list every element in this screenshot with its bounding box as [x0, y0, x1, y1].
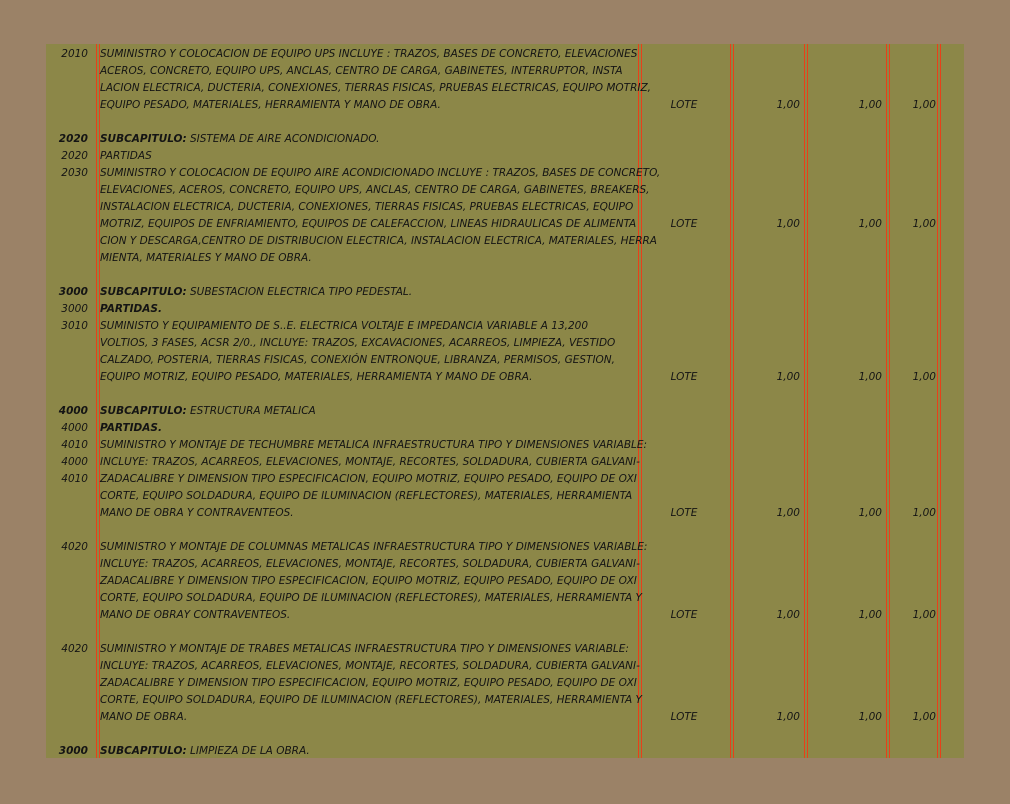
unit-cell: LOTE	[670, 609, 698, 621]
subcapitulo-label: SUBCAPITULO:	[100, 745, 187, 757]
item-code: 2010	[61, 48, 88, 60]
item-code: 2030	[61, 167, 88, 179]
subcapitulo-label: SUBCAPITULO:	[100, 405, 187, 417]
subcapitulo-title: SUBESTACION ELECTRICA TIPO PEDESTAL.	[186, 286, 413, 298]
item-description-line: INCLUYE: TRAZOS, ACARREOS, ELEVACIONES, MONTAJE, RECORTES, SOLDADURA, CUBIERTA GALVANI-	[100, 456, 640, 468]
subcapitulo-title: ESTRUCTURA METALICA	[186, 405, 316, 417]
item-description-line: LACION ELECTRICA, DUCTERIA, CONEXIONES, TIERRAS FISICAS, PRUEBAS ELECTRICAS, EQUIPO MOTRIZ,	[100, 82, 652, 94]
item-code: 4010	[61, 473, 88, 485]
item-description-line: ELEVACIONES, ACEROS, CONCRETO, EQUIPO UPS, ANCLAS, CENTRO DE CARGA, GABINETES, BREAKERS,	[100, 184, 650, 196]
item-code: 4000	[61, 422, 88, 434]
item-description-line: MANO DE OBRAY CONTRAVENTEOS.	[100, 609, 291, 621]
item-description-line: SUMINISTO Y EQUIPAMIENTO DE S..E. ELECTRICA VOLTAJE E IMPEDANCIA VARIABLE A 13,200	[100, 320, 589, 332]
item-description-line: INCLUYE: TRAZOS, ACARREOS, ELEVACIONES, MONTAJE, RECORTES, SOLDADURA, CUBIERTA GALVANI-	[100, 660, 640, 672]
item-code: 4010	[61, 439, 88, 451]
item-description-line: MANO DE OBRA Y CONTRAVENTEOS.	[100, 507, 294, 519]
item-code: 4020	[61, 541, 88, 553]
subcapitulo-label: SUBCAPITULO:	[100, 286, 187, 298]
unit-cell: LOTE	[670, 507, 698, 519]
quantity-cell: 1,00	[776, 507, 800, 519]
item-description-line: CION Y DESCARGA,CENTRO DE DISTRIBUCION ELECTRICA, INSTALACION ELECTRICA, MATERIALES, HERRA	[100, 235, 657, 247]
item-description-line: MIENTA, MATERIALES Y MANO DE OBRA.	[100, 252, 312, 264]
item-description-line: ZADACALIBRE Y DIMENSION TIPO ESPECIFICACION, EQUIPO MOTRIZ, EQUIPO PESADO, EQUIPO DE OXI	[100, 677, 637, 689]
unit-cell: LOTE	[670, 711, 698, 723]
item-code: 3000	[58, 745, 88, 757]
quantity-cell: 1,00	[858, 371, 882, 383]
unit-cell: LOTE	[670, 99, 698, 111]
item-description-line: MANO DE OBRA.	[100, 711, 188, 723]
quantity-cell: 1,00	[858, 507, 882, 519]
quantity-cell: 1,00	[858, 609, 882, 621]
item-description-line: EQUIPO PESADO, MATERIALES, HERRAMIENTA Y MANO DE OBRA.	[100, 99, 441, 111]
item-description-line: PARTIDAS	[100, 150, 152, 162]
quantity-cell: 1,00	[776, 371, 800, 383]
item-code: 3010	[61, 320, 88, 332]
quantity-cell: 1,00	[912, 371, 936, 383]
column-divider	[730, 44, 734, 758]
item-description-line: VOLTIOS, 3 FASES, ACSR 2/0., INCLUYE: TRAZOS, EXCAVACIONES, ACARREOS, LIMPIEZA, VESTIDO	[100, 337, 616, 349]
subcapitulo-title: SISTEMA DE AIRE ACONDICIONADO.	[186, 133, 380, 145]
spreadsheet-sheet	[46, 44, 964, 758]
quantity-cell: 1,00	[912, 99, 936, 111]
unit-cell: LOTE	[670, 218, 698, 230]
column-divider	[804, 44, 808, 758]
item-description-line: ACEROS, CONCRETO, EQUIPO UPS, ANCLAS, CENTRO DE CARGA, GABINETES, INTERRUPTOR, INSTA	[100, 65, 623, 77]
item-description-line: CALZADO, POSTERIA, TIERRAS FISICAS, CONEXIÓN ENTRONQUE, LIBRANZA, PERMISOS, GESTION,	[100, 354, 615, 366]
quantity-cell: 1,00	[776, 711, 800, 723]
item-code: 2020	[61, 150, 88, 162]
item-description-line	[100, 284, 412, 301]
column-divider	[937, 44, 941, 758]
quantity-cell: 1,00	[912, 507, 936, 519]
quantity-cell: 1,00	[776, 218, 800, 230]
item-description-line: ZADACALIBRE Y DIMENSION TIPO ESPECIFICACION, EQUIPO MOTRIZ, EQUIPO PESADO, EQUIPO DE OXI	[100, 575, 637, 587]
item-code: 4020	[61, 643, 88, 655]
item-description-line: SUMINISTRO Y COLOCACION DE EQUIPO AIRE ACONDICIONADO INCLUYE : TRAZOS, BASES DE CONCRETO,	[100, 167, 661, 179]
item-description-line	[100, 743, 310, 758]
item-code: 3000	[61, 303, 88, 315]
quantity-cell: 1,00	[912, 218, 936, 230]
item-description-line: CORTE, EQUIPO SOLDADURA, EQUIPO DE ILUMINACION (REFLECTORES), MATERIALES, HERRAMIENTA Y	[100, 592, 642, 604]
item-description-line: INCLUYE: TRAZOS, ACARREOS, ELEVACIONES, MONTAJE, RECORTES, SOLDADURA, CUBIERTA GALVANI-	[100, 558, 640, 570]
item-description-line: SUMINISTRO Y COLOCACION DE EQUIPO UPS INCLUYE : TRAZOS, BASES DE CONCRETO, ELEVACIONES	[100, 48, 638, 60]
item-description-line	[100, 131, 379, 148]
quantity-cell: 1,00	[858, 711, 882, 723]
unit-cell: LOTE	[670, 371, 698, 383]
item-code: 3000	[58, 286, 88, 298]
subcapitulo-title: LIMPIEZA DE LA OBRA.	[186, 745, 310, 757]
item-description-line: INSTALACION ELECTRICA, DUCTERIA, CONEXIONES, TIERRAS FISICAS, PRUEBAS ELECTRICAS, EQUIPO	[100, 201, 634, 213]
quantity-cell: 1,00	[912, 711, 936, 723]
item-description-line	[100, 403, 316, 420]
quantity-cell: 1,00	[858, 99, 882, 111]
quantity-cell: 1,00	[858, 218, 882, 230]
subcapitulo-label: SUBCAPITULO:	[100, 133, 187, 145]
item-code: 4000	[61, 456, 88, 468]
item-description-line: PARTIDAS.	[100, 303, 162, 315]
item-code: 4000	[58, 405, 88, 417]
quantity-cell: 1,00	[776, 609, 800, 621]
column-divider	[886, 44, 890, 758]
item-description-line: SUMINISTRO Y MONTAJE DE COLUMNAS METALICAS INFRAESTRUCTURA TIPO Y DIMENSIONES VARIABLE:	[100, 541, 648, 553]
item-code: 2020	[58, 133, 88, 145]
item-description-line: PARTIDAS.	[100, 422, 162, 434]
column-divider	[638, 44, 642, 758]
item-description-line: CORTE, EQUIPO SOLDADURA, EQUIPO DE ILUMINACION (REFLECTORES), MATERIALES, HERRAMIENTA	[100, 490, 633, 502]
item-description-line: SUMINISTRO Y MONTAJE DE TECHUMBRE METALICA INFRAESTRUCTURA TIPO Y DIMENSIONES VARIABLE:	[100, 439, 648, 451]
item-description-line: MOTRIZ, EQUIPOS DE ENFRIAMIENTO, EQUIPOS DE CALEFACCION, LINEAS HIDRAULICAS DE ALIMENTA	[100, 218, 637, 230]
item-description-line: SUMINISTRO Y MONTAJE DE TRABES METALICAS INFRAESTRUCTURA TIPO Y DIMENSIONES VARIABLE:	[100, 643, 629, 655]
quantity-cell: 1,00	[776, 99, 800, 111]
item-description-line: EQUIPO MOTRIZ, EQUIPO PESADO, MATERIALES, HERRAMIENTA Y MANO DE OBRA.	[100, 371, 533, 383]
item-description-line: ZADACALIBRE Y DIMENSION TIPO ESPECIFICACION, EQUIPO MOTRIZ, EQUIPO PESADO, EQUIPO DE OXI	[100, 473, 637, 485]
item-description-line: CORTE, EQUIPO SOLDADURA, EQUIPO DE ILUMINACION (REFLECTORES), MATERIALES, HERRAMIENTA Y	[100, 694, 642, 706]
quantity-cell: 1,00	[912, 609, 936, 621]
